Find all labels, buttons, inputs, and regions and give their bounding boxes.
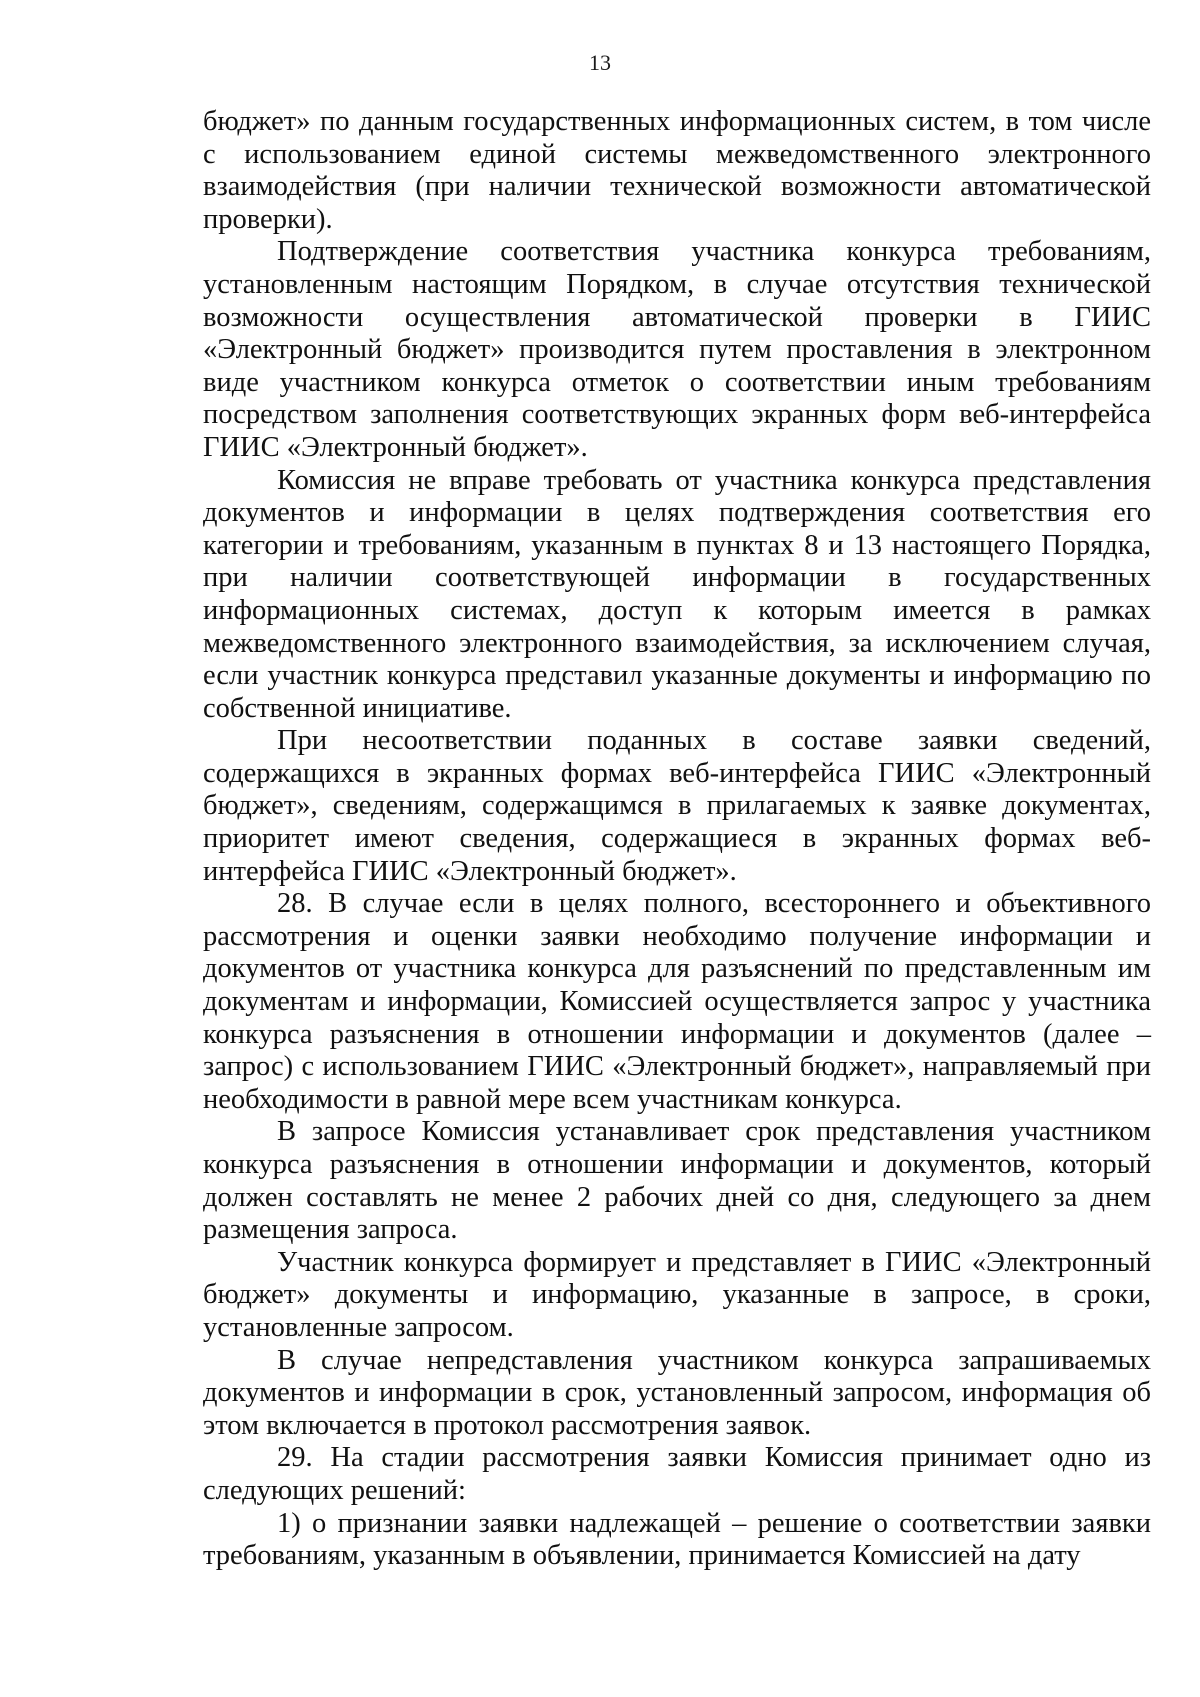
paragraph-non-submission: В случае непредставления участником конкурса запрашиваемых документов и информации в срок, установленный запросом, информация об этом включается в протокол рассмотрения заявок. xyxy=(203,1344,1151,1441)
page-number: 13 xyxy=(589,50,611,75)
paragraph-participant-response: Участник конкурса формирует и представляет в ГИИС «Электронный бюджет» документы и информацию, указанные в запросе, в сроки, установленные запросом. xyxy=(203,1246,1151,1343)
paragraph-request-deadline: В запросе Комиссия устанавливает срок представления участником конкурса разъяснения в отношении информации и документов, который должен составлять не менее 2 рабочих дней со дня, следующего за днем размещения запроса. xyxy=(203,1116,1151,1246)
document-body xyxy=(203,106,1151,1573)
paragraph-item-28: 28. В случае если в целях полного, всестороннего и объективного рассмотрения и оценки заявки необходимо получение информации и документов от участника конкурса для разъяснений по представленным им документам и информации, Комиссией осуществляется запрос у участника конкурса разъяснения в отношении информации и документов (далее – запрос) с использованием ГИИС «Электронный бюджет», направляемый при необходимости в равной мере всем участникам конкурса. xyxy=(203,888,1151,1115)
paragraph-continuation: бюджет» по данным государственных информационных систем, в том числе с использованием единой системы межведомственного электронного взаимодействия (при наличии технической возможности автоматической проверки). xyxy=(203,106,1151,235)
paragraph-item-29: 29. На стадии рассмотрения заявки Комиссия принимает одно из следующих решений: xyxy=(203,1442,1151,1506)
paragraph-confirmation-compliance: Подтверждение соответствия участника конкурса требованиям, установленным настоящим Порядком, в случае отсутствия технической возможности осуществления автоматической проверки в ГИИС «Электронный бюджет» производится путем проставления в электронном виде участником конкурса отметок о соответствии иным требованиям посредством заполнения соответствующих экранных форм веб-интерфейса ГИИС «Электронный бюджет». xyxy=(203,236,1151,463)
paragraph-commission-restriction: Комиссия не вправе требовать от участника конкурса представления документов и информации в целях подтверждения соответствия его категории и требованиям, указанным в пунктах 8 и 13 настоящего Порядка, при наличии соответствующей информации в государственных информационных системах, доступ к которым имеется в рамках межведомственного электронного взаимодействия, за исключением случая, если участник конкурса представил указанные документы и информацию по собственной инициативе. xyxy=(203,464,1151,724)
paragraph-subitem-1: 1) о признании заявки надлежащей – решение о соответствии заявки требованиям, указанным в объявлении, принимается Комиссией на дату xyxy=(203,1507,1151,1572)
paragraph-discrepancy-priority: При несоответствии поданных в составе заявки сведений, содержащихся в экранных формах веб-интерфейса ГИИС «Электронный бюджет», сведениям, содержащимся в прилагаемых к заявке документах, приоритет имеют сведения, содержащиеся в экранных формах веб-интерфейса ГИИС «Электронный бюджет». xyxy=(203,725,1151,887)
